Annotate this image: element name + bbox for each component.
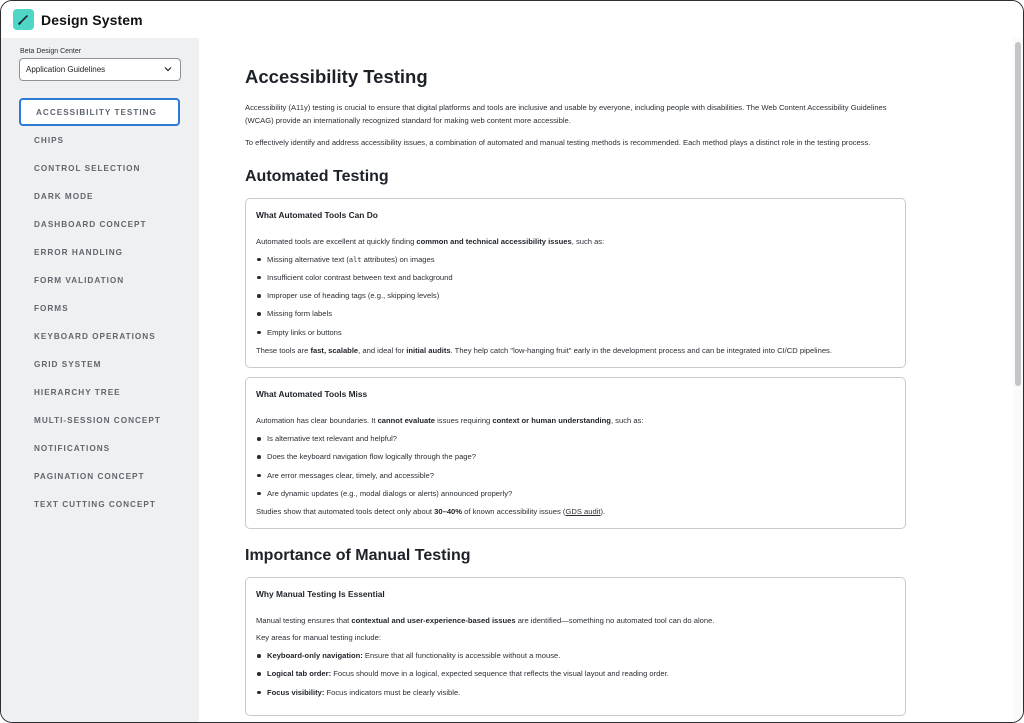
manual-testing-heading: Importance of Manual Testing (245, 547, 471, 565)
sidebar-item-chips[interactable]: CHIPS (34, 135, 65, 145)
sidebar-item-multi-session-concept[interactable]: MULTI-SESSION CONCEPT (34, 415, 161, 425)
list-item (256, 254, 895, 266)
intro-paragraph-2: To effectively identify and address accessibility issues, a combination of automated and manual testing methods is recommended. Each method plays a distinct role in the testing process. (245, 138, 871, 147)
list-item: Does the keyboard navigation flow logically through the page? (256, 451, 895, 463)
list-item: Missing form labels (256, 308, 895, 320)
gds-audit-link[interactable]: GDS audit (565, 507, 601, 517)
main-scrollbar[interactable] (1013, 38, 1023, 723)
list-item: Are dynamic updates (e.g., modal dialogs or alerts) announced properly? (256, 488, 895, 500)
bold-text: contextual and user-experience-based issues (351, 616, 516, 626)
sidebar-item-notifications[interactable]: NOTIFICATIONS (34, 443, 111, 453)
text-run: , such as: (610, 415, 644, 425)
text-run: These tools are (256, 345, 311, 355)
sidebar-item-dashboard-concept[interactable]: DASHBOARD CONCEPT (34, 219, 147, 229)
sidebar-item-hierarchy-tree[interactable]: HIERARCHY TREE (34, 387, 121, 397)
list-item: Are error messages clear, timely, and accessible? (256, 470, 895, 482)
sidebar-item-form-validation[interactable]: FORM VALIDATION (34, 275, 125, 285)
text-run: Studies show that automated tools detect only about (256, 507, 435, 517)
text-run: Focus should move in a logical, expected sequence that reflects the visual layout and reading order. (331, 669, 669, 679)
miss-list (256, 433, 895, 500)
can-do-card (245, 198, 906, 368)
card-title: Why Manual Testing Is Essential (256, 589, 385, 600)
list-item (256, 687, 895, 699)
text-run: Automated tools are excellent at quickly finding (256, 236, 417, 246)
code-text: alt (348, 255, 362, 264)
bold-text: cannot evaluate (377, 415, 435, 425)
app-header (1, 1, 1023, 38)
card-title: What Automated Tools Can Do (256, 209, 378, 220)
pencil-icon[interactable] (13, 9, 34, 30)
automated-testing-heading: Automated Testing (245, 167, 389, 185)
app-title: Design System (41, 11, 143, 28)
bold-text: fast, scalable (310, 345, 359, 355)
text-run: . They help catch "low-hanging fruit" early in the development process and can be integrated into CI/CD pipelines. (450, 345, 832, 355)
page-title: Accessibility Testing (245, 66, 428, 87)
sidebar (1, 38, 199, 723)
chevron-down-icon (164, 65, 172, 74)
main-content (199, 38, 1013, 723)
text-run: ). (600, 507, 606, 517)
list-item: Empty links or buttons (256, 327, 895, 339)
manual-list (256, 650, 895, 699)
miss-card (245, 377, 906, 529)
text-run: Ensure that all functionality is accessible without a mouse. (362, 651, 561, 661)
list-item: Is alternative text relevant and helpful? (256, 433, 895, 445)
text-run: issues requiring (434, 415, 493, 425)
text-run: attributes) on images (361, 254, 435, 264)
bold-text: 30–40% (434, 507, 463, 517)
card-lead (256, 236, 895, 248)
card-lead (256, 615, 895, 627)
can-do-list (256, 254, 895, 339)
scrollbar-thumb[interactable] (1015, 42, 1021, 386)
text-run: , and ideal for (358, 345, 407, 355)
list-item (256, 668, 895, 680)
sidebar-item-dark-mode[interactable]: DARK MODE (34, 191, 94, 201)
sidebar-item-control-selection[interactable]: CONTROL SELECTION (34, 163, 141, 173)
card-title: What Automated Tools Miss (256, 388, 368, 399)
list-item: Insufficient color contrast between text and background (256, 272, 895, 284)
card-summary (256, 506, 895, 518)
guidelines-dropdown[interactable] (19, 58, 181, 81)
card-lead (256, 415, 895, 427)
design-center-label: Beta Design Center (20, 48, 82, 55)
bold-text: Focus visibility: (267, 687, 325, 697)
bold-text: Keyboard-only navigation: (267, 651, 363, 661)
bold-text: context or human understanding (492, 415, 611, 425)
key-areas-text: Key areas for manual testing include: (256, 633, 381, 643)
text-run: Manual testing ensures that (256, 616, 352, 626)
sidebar-item-grid-system[interactable]: GRID SYSTEM (34, 359, 102, 369)
text-run: Missing alternative text ( (267, 254, 349, 264)
sidebar-item-pagination-concept[interactable]: PAGINATION CONCEPT (34, 471, 145, 481)
list-item: Improper use of heading tags (e.g., skipping levels) (256, 290, 895, 302)
text-run: , such as: (571, 236, 605, 246)
sidebar-item-accessibility-testing[interactable]: ACCESSIBILITY TESTING (19, 98, 180, 126)
bold-text: common and technical accessibility issues (416, 236, 572, 246)
list-item (256, 650, 895, 662)
sidebar-item-text-cutting-concept[interactable]: TEXT CUTTING CONCEPT (34, 499, 156, 509)
sidebar-item-error-handling[interactable]: ERROR HANDLING (34, 247, 124, 257)
bold-text: initial audits (406, 345, 451, 355)
text-run: Automation has clear boundaries. It (256, 415, 378, 425)
dropdown-value: Application Guidelines (26, 65, 106, 74)
bold-text: Logical tab order: (267, 669, 332, 679)
why-manual-card (245, 577, 906, 716)
card-summary (256, 345, 895, 357)
sidebar-nav (19, 98, 181, 518)
sidebar-item-forms[interactable]: FORMS (34, 303, 69, 313)
text-run: Focus indicators must be clearly visible. (324, 687, 461, 697)
intro-paragraph: Accessibility (A11y) testing is crucial to ensure that digital platforms and tools are inclusive and usable by everyone, including people with disabilities. The Web Content Accessibility Guidelines (WCAG) provide an internationally recognized standard for making web content more accessible. (245, 103, 887, 125)
text-run: of known accessibility issues ( (462, 507, 566, 517)
text-run: are identified—something no automated tool can do alone. (515, 616, 715, 626)
sidebar-item-keyboard-operations[interactable]: KEYBOARD OPERATIONS (34, 331, 156, 341)
